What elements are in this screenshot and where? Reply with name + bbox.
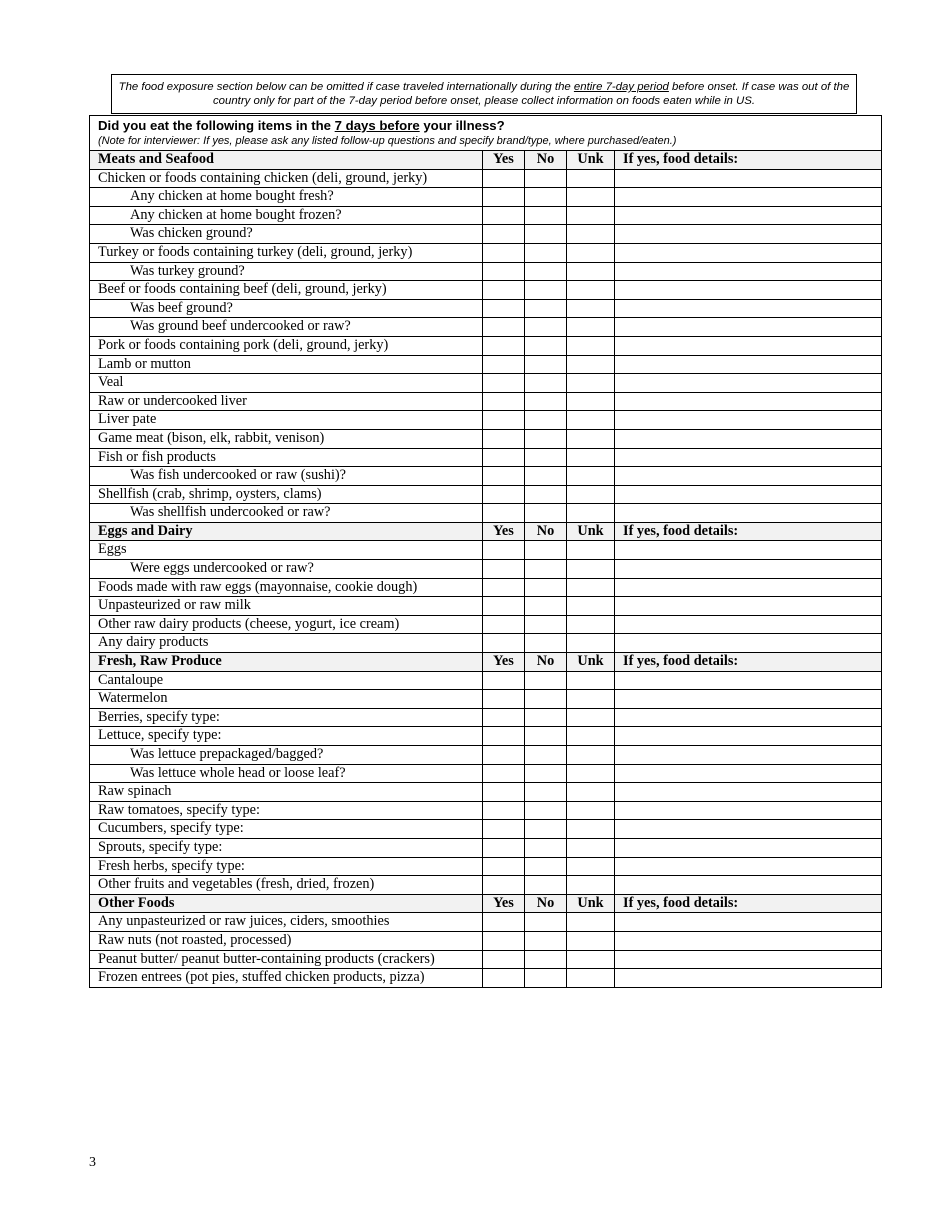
international-travel-notice — [111, 74, 857, 114]
no-answer-cell[interactable] — [525, 783, 567, 802]
food-item-label: Eggs — [90, 541, 483, 560]
yes-answer-cell[interactable] — [483, 671, 525, 690]
yes-answer-cell[interactable] — [483, 969, 525, 988]
section-title: Other Foods — [90, 894, 483, 913]
food-details-cell[interactable] — [615, 801, 882, 820]
unk-answer-cell[interactable] — [567, 801, 615, 820]
food-details-cell[interactable] — [615, 262, 882, 281]
table-row — [90, 392, 882, 411]
food-details-cell[interactable] — [615, 336, 882, 355]
unk-answer-cell[interactable] — [567, 931, 615, 950]
unk-answer-cell[interactable] — [567, 820, 615, 839]
table-row — [90, 746, 882, 765]
food-item-label: Game meat (bison, elk, rabbit, venison) — [90, 429, 483, 448]
food-item-label: Peanut butter/ peanut butter-containing products (crackers) — [90, 950, 483, 969]
food-item-label: Pork or foods containing pork (deli, ground, jerky) — [90, 336, 483, 355]
unk-answer-cell[interactable] — [567, 336, 615, 355]
notice-underlined-text: entire 7-day period — [573, 81, 669, 93]
no-answer-cell[interactable] — [525, 913, 567, 932]
food-item-label: Veal — [90, 374, 483, 393]
no-answer-cell[interactable] — [525, 336, 567, 355]
food-details-cell[interactable] — [615, 634, 882, 653]
yes-answer-cell[interactable] — [483, 578, 525, 597]
table-row — [90, 727, 882, 746]
question-header-cell — [90, 116, 882, 151]
no-answer-cell[interactable] — [525, 429, 567, 448]
question-text-pre: Did you eat the following items in the — [98, 118, 335, 133]
food-details-cell[interactable] — [615, 857, 882, 876]
food-item-label: Other fruits and vegetables (fresh, dried, frozen) — [90, 876, 483, 895]
food-details-cell[interactable] — [615, 485, 882, 504]
table-row — [90, 281, 882, 300]
food-item-label: Raw spinach — [90, 783, 483, 802]
column-unk-header: Unk — [567, 151, 615, 170]
food-details-cell[interactable] — [615, 876, 882, 895]
no-answer-cell[interactable] — [525, 838, 567, 857]
unk-answer-cell[interactable] — [567, 262, 615, 281]
unk-answer-cell[interactable] — [567, 913, 615, 932]
food-details-cell[interactable] — [615, 429, 882, 448]
food-details-cell[interactable] — [615, 188, 882, 207]
food-item-label: Any unpasteurized or raw juices, ciders, smoothies — [90, 913, 483, 932]
table-row — [90, 950, 882, 969]
no-answer-cell[interactable] — [525, 318, 567, 337]
unk-answer-cell[interactable] — [567, 838, 615, 857]
column-no-header: No — [525, 522, 567, 541]
yes-answer-cell[interactable] — [483, 913, 525, 932]
column-no-header: No — [525, 894, 567, 913]
unk-answer-cell[interactable] — [567, 764, 615, 783]
yes-answer-cell[interactable] — [483, 783, 525, 802]
table-row — [90, 820, 882, 839]
food-details-cell[interactable] — [615, 746, 882, 765]
food-details-cell[interactable] — [615, 374, 882, 393]
table-row — [90, 243, 882, 262]
yes-answer-cell[interactable] — [483, 764, 525, 783]
section-title: Fresh, Raw Produce — [90, 653, 483, 672]
yes-answer-cell[interactable] — [483, 262, 525, 281]
yes-answer-cell[interactable] — [483, 597, 525, 616]
food-item-label: Was turkey ground? — [90, 262, 483, 281]
table-row — [90, 783, 882, 802]
yes-answer-cell[interactable] — [483, 243, 525, 262]
section-title: Eggs and Dairy — [90, 522, 483, 541]
unk-answer-cell[interactable] — [567, 504, 615, 523]
unk-answer-cell[interactable] — [567, 857, 615, 876]
food-details-cell[interactable] — [615, 820, 882, 839]
table-row — [90, 597, 882, 616]
food-details-cell[interactable] — [615, 615, 882, 634]
no-answer-cell[interactable] — [525, 355, 567, 374]
table-row — [90, 225, 882, 244]
food-details-cell[interactable] — [615, 690, 882, 709]
food-item-label: Cucumbers, specify type: — [90, 820, 483, 839]
no-answer-cell[interactable] — [525, 262, 567, 281]
no-answer-cell[interactable] — [525, 690, 567, 709]
column-details-header: If yes, food details: — [615, 894, 882, 913]
table-row — [90, 541, 882, 560]
food-details-cell[interactable] — [615, 671, 882, 690]
table-row — [90, 671, 882, 690]
table-row — [90, 708, 882, 727]
table-row — [90, 429, 882, 448]
table-row — [90, 299, 882, 318]
yes-answer-cell[interactable] — [483, 876, 525, 895]
food-item-label: Foods made with raw eggs (mayonnaise, cookie dough) — [90, 578, 483, 597]
unk-answer-cell[interactable] — [567, 634, 615, 653]
unk-answer-cell[interactable] — [567, 299, 615, 318]
food-details-cell[interactable] — [615, 764, 882, 783]
food-item-label: Lettuce, specify type: — [90, 727, 483, 746]
section-header-meats-and-seafood — [90, 151, 882, 170]
table-row — [90, 448, 882, 467]
unk-answer-cell[interactable] — [567, 578, 615, 597]
yes-answer-cell[interactable] — [483, 318, 525, 337]
column-yes-header: Yes — [483, 522, 525, 541]
food-item-label: Was fish undercooked or raw (sushi)? — [90, 467, 483, 486]
food-item-label: Raw or undercooked liver — [90, 392, 483, 411]
unk-answer-cell[interactable] — [567, 541, 615, 560]
food-details-cell[interactable] — [615, 411, 882, 430]
food-details-cell[interactable] — [615, 727, 882, 746]
yes-answer-cell[interactable] — [483, 485, 525, 504]
food-item-label: Raw tomatoes, specify type: — [90, 801, 483, 820]
food-details-cell[interactable] — [615, 225, 882, 244]
unk-answer-cell[interactable] — [567, 281, 615, 300]
food-details-cell[interactable] — [615, 950, 882, 969]
column-unk-header: Unk — [567, 894, 615, 913]
no-answer-cell[interactable] — [525, 374, 567, 393]
unk-answer-cell[interactable] — [567, 467, 615, 486]
food-item-label: Cantaloupe — [90, 671, 483, 690]
food-details-cell[interactable] — [615, 969, 882, 988]
no-answer-cell[interactable] — [525, 746, 567, 765]
unk-answer-cell[interactable] — [567, 783, 615, 802]
notice-text-2: before onset. If case was out of the country only for part of the 7-day period before onset, please collect information on foods eaten while in US. — [212, 81, 850, 107]
food-item-label: Lamb or mutton — [90, 355, 483, 374]
table-row — [90, 336, 882, 355]
food-details-cell[interactable] — [615, 838, 882, 857]
section-header-fresh-raw-produce — [90, 653, 882, 672]
column-unk-header: Unk — [567, 653, 615, 672]
yes-answer-cell[interactable] — [483, 299, 525, 318]
food-details-cell[interactable] — [615, 913, 882, 932]
no-answer-cell[interactable] — [525, 578, 567, 597]
no-answer-cell[interactable] — [525, 541, 567, 560]
column-no-header: No — [525, 653, 567, 672]
food-exposure-table-body — [90, 116, 882, 988]
table-row — [90, 690, 882, 709]
food-item-label: Was shellfish undercooked or raw? — [90, 504, 483, 523]
section-title: Meats and Seafood — [90, 151, 483, 170]
yes-answer-cell[interactable] — [483, 727, 525, 746]
column-yes-header: Yes — [483, 894, 525, 913]
no-answer-cell[interactable] — [525, 467, 567, 486]
unk-answer-cell[interactable] — [567, 708, 615, 727]
no-answer-cell[interactable] — [525, 169, 567, 188]
yes-answer-cell[interactable] — [483, 429, 525, 448]
no-answer-cell[interactable] — [525, 281, 567, 300]
section-header-eggs-and-dairy — [90, 522, 882, 541]
yes-answer-cell[interactable] — [483, 504, 525, 523]
table-row — [90, 504, 882, 523]
food-item-label: Any chicken at home bought frozen? — [90, 206, 483, 225]
food-item-label: Chicken or foods containing chicken (deli, ground, jerky) — [90, 169, 483, 188]
unk-answer-cell[interactable] — [567, 727, 615, 746]
food-item-label: Was chicken ground? — [90, 225, 483, 244]
no-answer-cell[interactable] — [525, 931, 567, 950]
yes-answer-cell[interactable] — [483, 281, 525, 300]
no-answer-cell[interactable] — [525, 411, 567, 430]
food-item-label: Were eggs undercooked or raw? — [90, 560, 483, 579]
yes-answer-cell[interactable] — [483, 188, 525, 207]
no-answer-cell[interactable] — [525, 485, 567, 504]
no-answer-cell[interactable] — [525, 634, 567, 653]
table-row — [90, 467, 882, 486]
no-answer-cell[interactable] — [525, 876, 567, 895]
section-header-other-foods — [90, 894, 882, 913]
table-row — [90, 801, 882, 820]
column-details-header: If yes, food details: — [615, 151, 882, 170]
unk-answer-cell[interactable] — [567, 597, 615, 616]
yes-answer-cell[interactable] — [483, 615, 525, 634]
no-answer-cell[interactable] — [525, 969, 567, 988]
yes-answer-cell[interactable] — [483, 355, 525, 374]
table-row — [90, 838, 882, 857]
yes-answer-cell[interactable] — [483, 838, 525, 857]
unk-answer-cell[interactable] — [567, 188, 615, 207]
food-item-label: Any dairy products — [90, 634, 483, 653]
column-yes-header: Yes — [483, 151, 525, 170]
column-details-header: If yes, food details: — [615, 653, 882, 672]
no-answer-cell[interactable] — [525, 671, 567, 690]
question-text-post: your illness? — [419, 118, 505, 133]
food-item-label: Beef or foods containing beef (deli, ground, jerky) — [90, 281, 483, 300]
yes-answer-cell[interactable] — [483, 857, 525, 876]
yes-answer-cell[interactable] — [483, 225, 525, 244]
no-answer-cell[interactable] — [525, 188, 567, 207]
table-row — [90, 355, 882, 374]
no-answer-cell[interactable] — [525, 727, 567, 746]
no-answer-cell[interactable] — [525, 764, 567, 783]
yes-answer-cell[interactable] — [483, 541, 525, 560]
no-answer-cell[interactable] — [525, 299, 567, 318]
food-details-cell[interactable] — [615, 783, 882, 802]
unk-answer-cell[interactable] — [567, 169, 615, 188]
yes-answer-cell[interactable] — [483, 206, 525, 225]
yes-answer-cell[interactable] — [483, 708, 525, 727]
no-answer-cell[interactable] — [525, 615, 567, 634]
question-text-underlined: 7 days before — [334, 118, 420, 133]
food-details-cell[interactable] — [615, 448, 882, 467]
food-item-label: Any chicken at home bought fresh? — [90, 188, 483, 207]
no-answer-cell[interactable] — [525, 206, 567, 225]
food-details-cell[interactable] — [615, 708, 882, 727]
unk-answer-cell[interactable] — [567, 615, 615, 634]
food-item-label: Sprouts, specify type: — [90, 838, 483, 857]
food-details-cell[interactable] — [615, 299, 882, 318]
yes-answer-cell[interactable] — [483, 746, 525, 765]
question-heading — [98, 118, 881, 134]
food-details-cell[interactable] — [615, 467, 882, 486]
food-details-cell[interactable] — [615, 578, 882, 597]
table-row — [90, 560, 882, 579]
yes-answer-cell[interactable] — [483, 336, 525, 355]
yes-answer-cell[interactable] — [483, 820, 525, 839]
food-details-cell[interactable] — [615, 560, 882, 579]
table-row — [90, 169, 882, 188]
unk-answer-cell[interactable] — [567, 485, 615, 504]
table-row — [90, 969, 882, 988]
yes-answer-cell[interactable] — [483, 634, 525, 653]
yes-answer-cell[interactable] — [483, 169, 525, 188]
no-answer-cell[interactable] — [525, 950, 567, 969]
table-row — [90, 188, 882, 207]
food-item-label: Watermelon — [90, 690, 483, 709]
yes-answer-cell[interactable] — [483, 690, 525, 709]
food-item-label: Other raw dairy products (cheese, yogurt, ice cream) — [90, 615, 483, 634]
column-unk-header: Unk — [567, 522, 615, 541]
no-answer-cell[interactable] — [525, 243, 567, 262]
no-answer-cell[interactable] — [525, 857, 567, 876]
interviewer-note: (Note for interviewer: If yes, please ask any listed follow-up questions and specify brand/type, where purchased/eaten.) — [98, 135, 677, 147]
unk-answer-cell[interactable] — [567, 243, 615, 262]
no-answer-cell[interactable] — [525, 504, 567, 523]
food-details-cell[interactable] — [615, 355, 882, 374]
food-item-label: Was ground beef undercooked or raw? — [90, 318, 483, 337]
food-item-label: Raw nuts (not roasted, processed) — [90, 931, 483, 950]
food-details-cell[interactable] — [615, 206, 882, 225]
notice-text-1: The food exposure section below can be omitted if case traveled internationally during the — [118, 81, 574, 93]
yes-answer-cell[interactable] — [483, 411, 525, 430]
unk-answer-cell[interactable] — [567, 429, 615, 448]
food-item-label: Was beef ground? — [90, 299, 483, 318]
table-row — [90, 764, 882, 783]
table-row — [90, 615, 882, 634]
unk-answer-cell[interactable] — [567, 560, 615, 579]
unk-answer-cell[interactable] — [567, 318, 615, 337]
unk-answer-cell[interactable] — [567, 876, 615, 895]
page-number: 3 — [89, 1155, 96, 1170]
table-row — [90, 931, 882, 950]
table-row — [90, 857, 882, 876]
food-item-label: Frozen entrees (pot pies, stuffed chicken products, pizza) — [90, 969, 483, 988]
food-details-cell[interactable] — [615, 931, 882, 950]
no-answer-cell[interactable] — [525, 820, 567, 839]
food-details-cell[interactable] — [615, 318, 882, 337]
food-details-cell[interactable] — [615, 243, 882, 262]
food-details-cell[interactable] — [615, 169, 882, 188]
food-item-label: Shellfish (crab, shrimp, oysters, clams) — [90, 485, 483, 504]
unk-answer-cell[interactable] — [567, 225, 615, 244]
table-row — [90, 206, 882, 225]
unk-answer-cell[interactable] — [567, 690, 615, 709]
table-row — [90, 262, 882, 281]
yes-answer-cell[interactable] — [483, 950, 525, 969]
food-item-label: Was lettuce prepackaged/bagged? — [90, 746, 483, 765]
yes-answer-cell[interactable] — [483, 560, 525, 579]
table-row — [90, 578, 882, 597]
unk-answer-cell[interactable] — [567, 671, 615, 690]
food-item-label: Was lettuce whole head or loose leaf? — [90, 764, 483, 783]
table-row — [90, 913, 882, 932]
unk-answer-cell[interactable] — [567, 448, 615, 467]
no-answer-cell[interactable] — [525, 560, 567, 579]
food-item-label: Unpasteurized or raw milk — [90, 597, 483, 616]
unk-answer-cell[interactable] — [567, 206, 615, 225]
question-header-row — [90, 116, 882, 151]
food-details-cell[interactable] — [615, 281, 882, 300]
no-answer-cell[interactable] — [525, 801, 567, 820]
yes-answer-cell[interactable] — [483, 801, 525, 820]
table-row — [90, 318, 882, 337]
yes-answer-cell[interactable] — [483, 448, 525, 467]
yes-answer-cell[interactable] — [483, 467, 525, 486]
no-answer-cell[interactable] — [525, 225, 567, 244]
unk-answer-cell[interactable] — [567, 392, 615, 411]
table-row — [90, 634, 882, 653]
food-item-label: Fish or fish products — [90, 448, 483, 467]
food-item-label: Berries, specify type: — [90, 708, 483, 727]
table-row — [90, 485, 882, 504]
no-answer-cell[interactable] — [525, 708, 567, 727]
no-answer-cell[interactable] — [525, 392, 567, 411]
no-answer-cell[interactable] — [525, 448, 567, 467]
unk-answer-cell[interactable] — [567, 374, 615, 393]
unk-answer-cell[interactable] — [567, 950, 615, 969]
food-exposure-table — [89, 115, 882, 988]
column-details-header: If yes, food details: — [615, 522, 882, 541]
food-details-cell[interactable] — [615, 597, 882, 616]
yes-answer-cell[interactable] — [483, 392, 525, 411]
food-details-cell[interactable] — [615, 392, 882, 411]
unk-answer-cell[interactable] — [567, 411, 615, 430]
food-details-cell[interactable] — [615, 504, 882, 523]
food-item-label: Liver pate — [90, 411, 483, 430]
no-answer-cell[interactable] — [525, 597, 567, 616]
unk-answer-cell[interactable] — [567, 746, 615, 765]
food-details-cell[interactable] — [615, 541, 882, 560]
column-yes-header: Yes — [483, 653, 525, 672]
unk-answer-cell[interactable] — [567, 969, 615, 988]
yes-answer-cell[interactable] — [483, 374, 525, 393]
table-row — [90, 876, 882, 895]
food-item-label: Fresh herbs, specify type: — [90, 857, 483, 876]
unk-answer-cell[interactable] — [567, 355, 615, 374]
column-no-header: No — [525, 151, 567, 170]
table-row — [90, 411, 882, 430]
yes-answer-cell[interactable] — [483, 931, 525, 950]
table-row — [90, 374, 882, 393]
food-item-label: Turkey or foods containing turkey (deli, ground, jerky) — [90, 243, 483, 262]
